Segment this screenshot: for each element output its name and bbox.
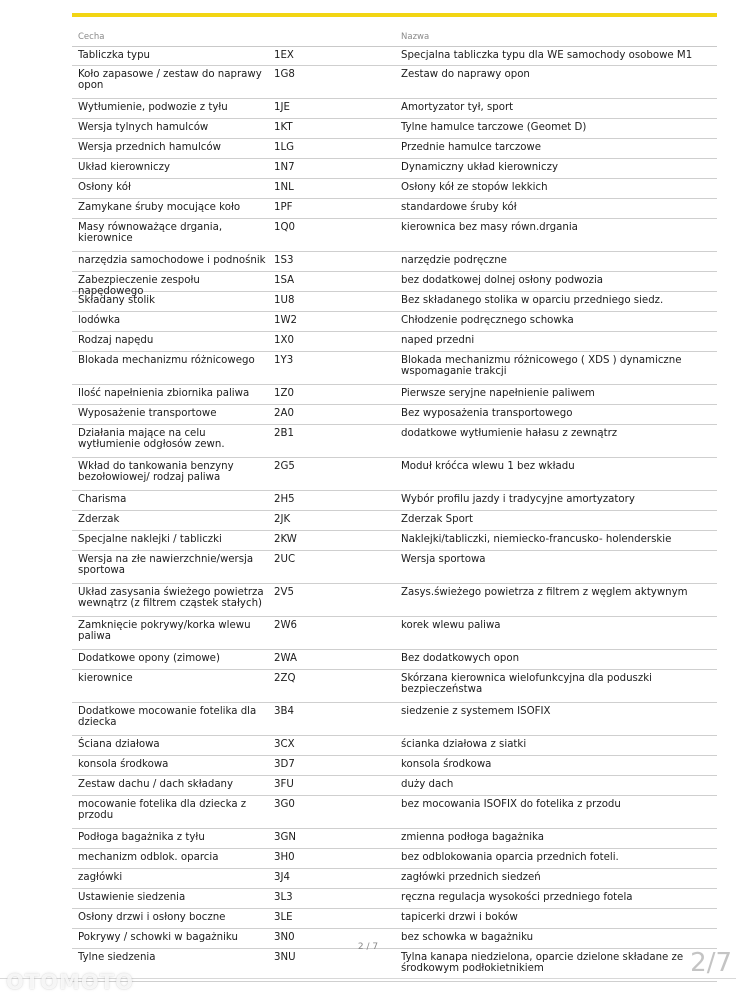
cell-feature: lodówka xyxy=(78,315,121,326)
cell-feature: Pokrywy / schowki w bagażniku xyxy=(78,932,238,943)
cell-code: 1PF xyxy=(274,202,293,213)
cell-feature: Wytłumienie, podwozie z tyłu xyxy=(78,102,228,113)
cell-code: 1SA xyxy=(274,275,295,286)
cell-feature: Wkład do tankowania benzyny bezołowiowej/ rodzaj paliwa xyxy=(78,461,234,483)
cell-name: tapicerki drzwi i boków xyxy=(401,912,518,923)
cell-name: Tylne hamulce tarczowe (Geomet D) xyxy=(401,122,587,133)
table-row xyxy=(72,869,717,889)
cell-code: 1Q0 xyxy=(274,222,295,233)
cell-feature: Zamykane śruby mocujące koło xyxy=(78,202,241,213)
cell-code: 3NU xyxy=(274,952,296,963)
table-row xyxy=(72,159,717,179)
table-row xyxy=(72,551,717,584)
table-row xyxy=(72,617,717,650)
cell-name: standardowe śruby kół xyxy=(401,202,517,213)
table-row xyxy=(72,531,717,551)
cell-feature: Ilość napełnienia zbiornika paliwa xyxy=(78,388,250,399)
cell-code: 3FU xyxy=(274,779,294,790)
cell-code: 3GN xyxy=(274,832,296,843)
table-row xyxy=(72,312,717,332)
cell-feature: Dodatkowe opony (zimowe) xyxy=(78,653,220,664)
cell-name: Bez dodatkowych opon xyxy=(401,653,520,664)
cell-feature: Zabezpieczenie zespołu napędowego xyxy=(78,275,200,297)
equipment-table xyxy=(72,28,717,982)
cell-name: Bez składanego stolika w oparciu przedniego siedz. xyxy=(401,295,664,306)
cell-feature: Osłony drzwi i osłony boczne xyxy=(78,912,226,923)
cell-feature: Dodatkowe mocowanie fotelika dla dziecka xyxy=(78,706,257,728)
table-row xyxy=(72,703,717,736)
table-row xyxy=(72,272,717,297)
table-row xyxy=(72,352,717,385)
watermark-logo: OTOMOTO xyxy=(6,970,134,994)
cell-code: 3H0 xyxy=(274,852,295,863)
cell-name: Zasys.świeżego powietrza z filtrem z węglem aktywnym xyxy=(401,587,688,598)
cell-feature: Tylne siedzenia xyxy=(78,952,156,963)
table-row xyxy=(72,179,717,199)
cell-name: Amortyzator tył, sport xyxy=(401,102,514,113)
cell-name: zmienna podłoga bagażnika xyxy=(401,832,545,843)
table-row xyxy=(72,796,717,829)
cell-code: 2ZQ xyxy=(274,673,296,684)
cell-name: bez mocowania ISOFIX do fotelika z przodu xyxy=(401,799,621,810)
cell-code: 3G0 xyxy=(274,799,295,810)
cell-feature: Układ kierowniczy xyxy=(78,162,170,173)
cell-feature: narzędzia samochodowe i podnośnik xyxy=(78,255,266,266)
cell-name: Zderzak Sport xyxy=(401,514,473,525)
cell-feature: Rodzaj napędu xyxy=(78,335,154,346)
cell-name: Tylna kanapa niedzielona, oparcie dzielone składane ze środkowym podłokietnikiem xyxy=(401,952,684,974)
table-row xyxy=(72,670,717,703)
table-row xyxy=(72,650,717,670)
header-name: Nazwa xyxy=(401,32,430,42)
cell-feature: Wersja tylnych hamulców xyxy=(78,122,209,133)
cell-feature: Wersja przednich hamulców xyxy=(78,142,221,153)
cell-feature: Specjalne naklejki / tabliczki xyxy=(78,534,222,545)
cell-feature: Wyposażenie transportowe xyxy=(78,408,217,419)
cell-feature: Osłony kół xyxy=(78,182,131,193)
table-row xyxy=(72,909,717,929)
table-row xyxy=(72,425,717,458)
cell-code: 1G8 xyxy=(274,69,295,80)
cell-code: 1W2 xyxy=(274,315,298,326)
table-row xyxy=(72,199,717,219)
table-row xyxy=(72,119,717,139)
table-row xyxy=(72,405,717,425)
cell-code: 2H5 xyxy=(274,494,295,505)
table-row xyxy=(72,829,717,849)
cell-code: 3LE xyxy=(274,912,293,923)
table-row xyxy=(72,584,717,617)
cell-feature: zagłówki xyxy=(78,872,123,883)
table-row xyxy=(72,219,717,252)
cell-name: narzędzie podręczne xyxy=(401,255,507,266)
cell-code: 3N0 xyxy=(274,932,295,943)
table-row xyxy=(72,889,717,909)
cell-code: 1NL xyxy=(274,182,294,193)
cell-name: Dynamiczny układ kierowniczy xyxy=(401,162,558,173)
cell-name: dodatkowe wytłumienie hałasu z zewnątrz xyxy=(401,428,618,439)
cell-name: kierownica bez masy równ.drgania xyxy=(401,222,578,233)
cell-name: Wybór profilu jazdy i tradycyjne amortyzatory xyxy=(401,494,635,505)
cell-name: Moduł króćca wlewu 1 bez wkładu xyxy=(401,461,575,472)
cell-code: 3B4 xyxy=(274,706,294,717)
cell-code: 1S3 xyxy=(274,255,294,266)
cell-feature: mechanizm odblok. oparcia xyxy=(78,852,219,863)
cell-feature: Układ zasysania świeżego powietrza wewnątrz (z filtrem cząstek stałych) xyxy=(78,587,264,609)
cell-code: 1X0 xyxy=(274,335,294,346)
page-indicator: 2/7 xyxy=(690,948,732,978)
cell-feature: Masy równoważące drgania, kierownice xyxy=(78,222,223,244)
table-row xyxy=(72,756,717,776)
cell-feature: kierownice xyxy=(78,673,133,684)
table-row xyxy=(72,511,717,531)
table-row xyxy=(72,776,717,796)
table-row xyxy=(72,252,717,272)
table-row xyxy=(72,139,717,159)
table-row xyxy=(72,849,717,869)
cell-code: 2WA xyxy=(274,653,297,664)
table-body xyxy=(72,47,717,982)
cell-feature: Koło zapasowe / zestaw do naprawy opon xyxy=(78,69,262,91)
cell-code: 2A0 xyxy=(274,408,294,419)
cell-code: 3J4 xyxy=(274,872,290,883)
cell-feature: konsola środkowa xyxy=(78,759,169,770)
cell-feature: Podłoga bagażnika z tyłu xyxy=(78,832,205,843)
cell-name: Naklejki/tabliczki, niemiecko-francusko- holenderskie xyxy=(401,534,672,545)
cell-name: Zestaw do naprawy opon xyxy=(401,69,530,80)
cell-name: bez dodatkowej dolnej osłony podwozia xyxy=(401,275,604,286)
table-row xyxy=(72,736,717,756)
cell-name: konsola środkowa xyxy=(401,759,492,770)
table-row xyxy=(72,47,717,66)
cell-name: Pierwsze seryjne napełnienie paliwem xyxy=(401,388,595,399)
table-row xyxy=(72,458,717,491)
cell-name: Przednie hamulce tarczowe xyxy=(401,142,542,153)
table-row xyxy=(72,66,717,99)
cell-name: Chłodzenie podręcznego schowka xyxy=(401,315,574,326)
cell-code: 2V5 xyxy=(274,587,294,598)
cell-feature: Ściana działowa xyxy=(78,739,160,750)
cell-name: bez odblokowania oparcia przednich foteli. xyxy=(401,852,619,863)
cell-name: Skórzana kierownica wielofunkcyjna dla poduszki bezpieczeństwa xyxy=(401,673,652,695)
cell-name: ręczna regulacja wysokości przedniego fotela xyxy=(401,892,633,903)
table-row xyxy=(72,99,717,119)
cell-feature: Ustawienie siedzenia xyxy=(78,892,186,903)
cell-feature: Składany stolik xyxy=(78,295,156,306)
cell-code: 3L3 xyxy=(274,892,293,903)
header-feature: Cecha xyxy=(78,32,105,42)
table-row xyxy=(72,491,717,511)
cell-name: Blokada mechanizmu różnicowego ( XDS ) dynamiczne wspomaganie trakcji xyxy=(401,355,682,377)
cell-name: naped przedni xyxy=(401,335,475,346)
cell-feature: Charisma xyxy=(78,494,127,505)
accent-bar xyxy=(72,13,717,17)
cell-code: 1JE xyxy=(274,102,290,113)
cell-name: Specjalna tabliczka typu dla WE samochody osobowe M1 xyxy=(401,50,693,61)
cell-code: 2JK xyxy=(274,514,291,525)
cell-feature: mocowanie fotelika dla dziecka z przodu xyxy=(78,799,247,821)
cell-feature: Tabliczka typu xyxy=(78,50,151,61)
cell-code: 1N7 xyxy=(274,162,295,173)
cell-name: siedzenie z systemem ISOFIX xyxy=(401,706,551,717)
cell-name: bez schowka w bagażniku xyxy=(401,932,534,943)
cell-feature: Zderzak xyxy=(78,514,120,525)
cell-code: 2G5 xyxy=(274,461,295,472)
cell-name: ścianka działowa z siatki xyxy=(401,739,527,750)
cell-code: 1EX xyxy=(274,50,294,61)
cell-name: Osłony kół ze stopów lekkich xyxy=(401,182,548,193)
table-header xyxy=(72,28,717,47)
table-row xyxy=(72,292,717,312)
table-row xyxy=(72,332,717,352)
table-row xyxy=(72,385,717,405)
cell-code: 1LG xyxy=(274,142,295,153)
cell-feature: Wersja na złe nawierzchnie/wersja sportowa xyxy=(78,554,254,576)
cell-name: duży dach xyxy=(401,779,454,790)
cell-code: 2KW xyxy=(274,534,297,545)
cell-code: 3D7 xyxy=(274,759,295,770)
cell-code: 2W6 xyxy=(274,620,298,631)
cell-code: 1Y3 xyxy=(274,355,294,366)
cell-code: 3CX xyxy=(274,739,295,750)
cell-feature: Zestaw dachu / dach składany xyxy=(78,779,234,790)
cell-name: Bez wyposażenia transportowego xyxy=(401,408,573,419)
cell-code: 1U8 xyxy=(274,295,295,306)
cell-name: zagłówki przednich siedzeń xyxy=(401,872,541,883)
cell-name: Wersja sportowa xyxy=(401,554,486,565)
cell-code: 2B1 xyxy=(274,428,294,439)
cell-code: 1Z0 xyxy=(274,388,294,399)
cell-feature: Zamknięcie pokrywy/korka wlewu paliwa xyxy=(78,620,251,642)
cell-code: 2UC xyxy=(274,554,296,565)
cell-feature: Blokada mechanizmu różnicowego xyxy=(78,355,255,366)
cell-feature: Działania mające na celu wytłumienie odgłosów zewn. xyxy=(78,428,225,450)
cell-name: korek wlewu paliwa xyxy=(401,620,501,631)
cell-code: 1KT xyxy=(274,122,293,133)
page-number: 2 / 7 xyxy=(357,942,379,952)
